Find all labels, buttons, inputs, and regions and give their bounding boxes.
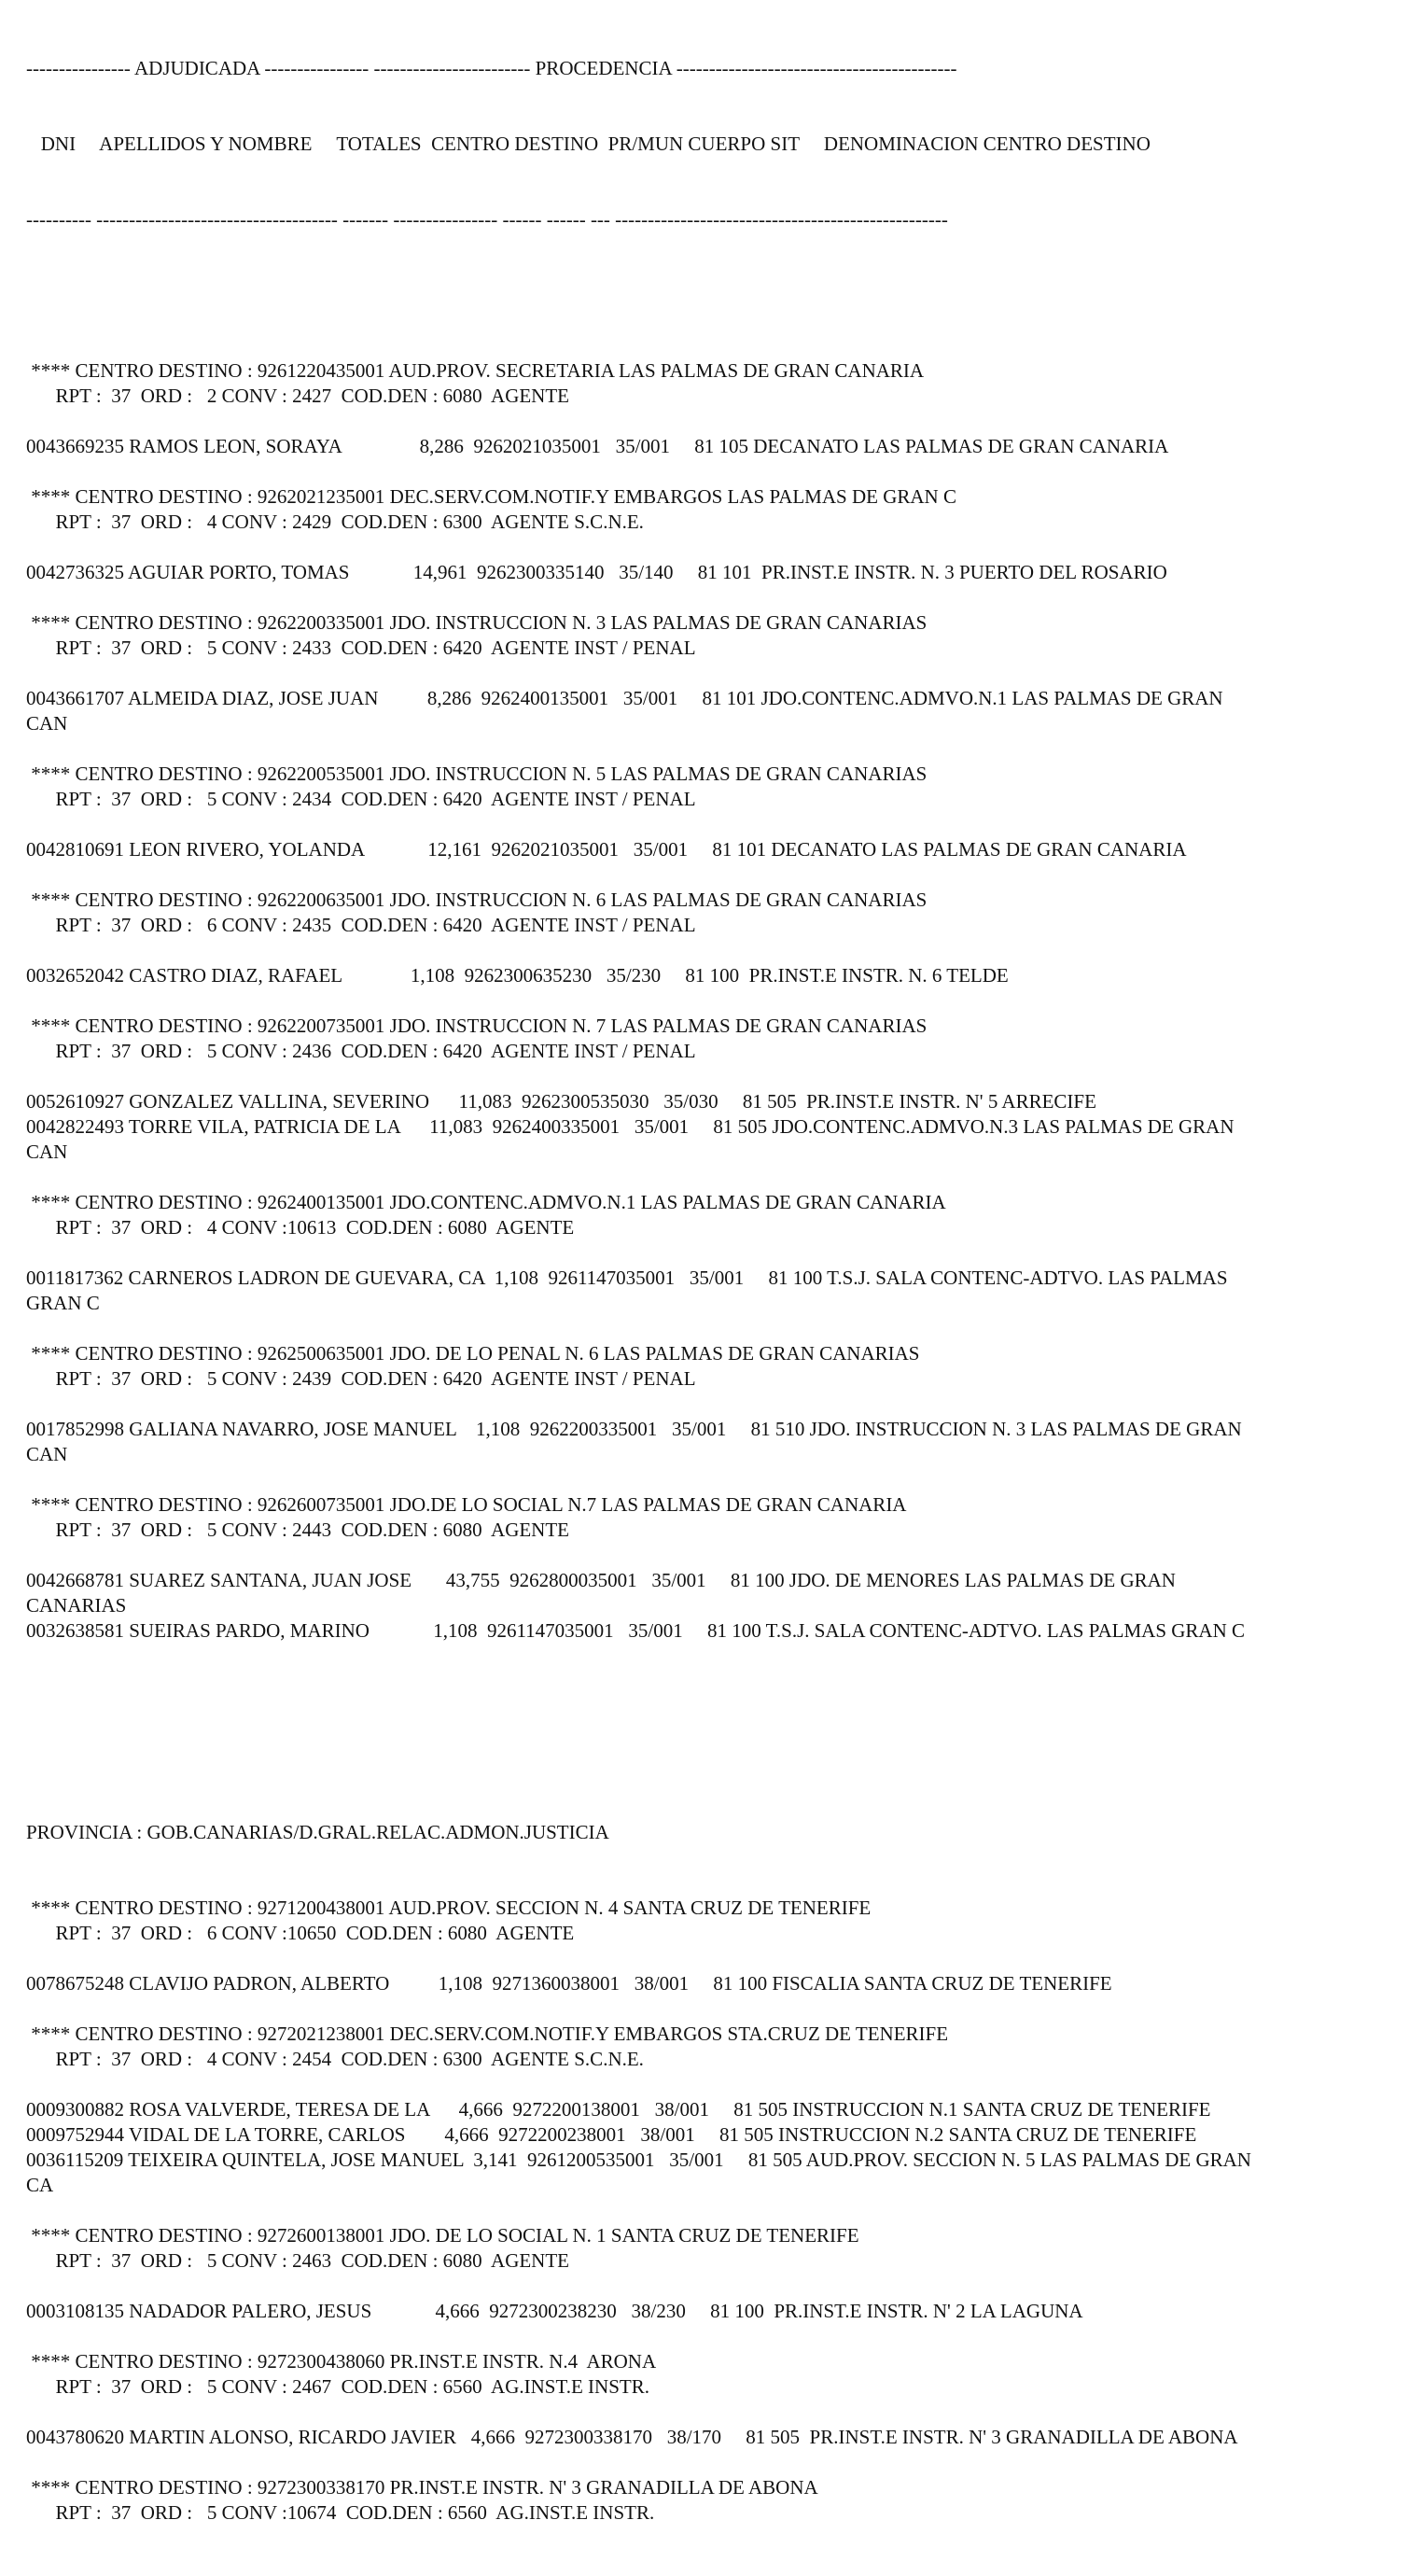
centro-destino-line: **** CENTRO DESTINO : 9262600735001 JDO.DE LO SOCIAL N.7 LAS PALMAS DE GRAN CANARIA: [26, 1493, 907, 1516]
rpt-line: RPT : 37 ORD : 4 CONV : 2429 COD.DEN : 6300 AGENTE S.C.N.E.: [26, 511, 644, 533]
rpt-line: RPT : 37 ORD : 4 CONV :10613 COD.DEN : 6080 AGENTE: [26, 1216, 575, 1239]
centro-block: [26, 2475, 1398, 2551]
centro-block: [26, 2223, 1398, 2349]
centro-destino-line: **** CENTRO DESTINO : 9262500635001 JDO. DE LO PENAL N. 6 LAS PALMAS DE GRAN CANARIAS: [26, 1342, 920, 1365]
record-row: 0043780620 MARTIN ALONSO, RICARDO JAVIER 4,666 9272300338170 38/170 81 505 PR.INST.E INSTR. N' 3 GRANADILLA DE ABONA: [26, 2426, 1238, 2448]
centro-destino-line: **** CENTRO DESTINO : 9272600138001 JDO. DE LO SOCIAL N. 1 SANTA CRUZ DE TENERIFE: [26, 2224, 859, 2247]
document: [26, 6, 1398, 2576]
rpt-line: RPT : 37 ORD : 5 CONV :10674 COD.DEN : 6560 AG.INST.E INSTR.: [26, 2501, 655, 2524]
centro-destino-line: **** CENTRO DESTINO : 9272300338170 PR.INST.E INSTR. N' 3 GRANADILLA DE ABONA: [26, 2476, 818, 2499]
centro-destino-line: **** CENTRO DESTINO : 9262021235001 DEC.SERV.COM.NOTIF.Y EMBARGOS LAS PALMAS DE GRAN C: [26, 485, 956, 508]
centro-block: [26, 2349, 1398, 2475]
centro-block: [26, 1190, 1398, 1341]
centro-block: [26, 610, 1398, 762]
record-row: 0009752944 VIDAL DE LA TORRE, CARLOS 4,666 9272200238001 38/001 81 505 INSTRUCCION N.2 SANTA CRUZ DE TENERIFE: [26, 2123, 1197, 2146]
centro-block: [26, 1014, 1398, 1190]
record-row: 0032638581 SUEIRAS PARDO, MARINO 1,108 9261147035001 35/001 81 100 T.S.J. SALA CONTENC-ADTVO. LAS PALMAS GRAN C: [26, 1619, 1246, 1642]
provincia-line: PROVINCIA : GOB.CANARIAS/D.GRAL.RELAC.ADMON.JUSTICIA: [26, 1821, 609, 1843]
centro-destino-line: **** CENTRO DESTINO : 9262400135001 JDO.CONTENC.ADMVO.N.1 LAS PALMAS DE GRAN CANARIA: [26, 1191, 946, 1213]
header-columns: DNI APELLIDOS Y NOMBRE TOTALES CENTRO DESTINO PR/MUN CUERPO SIT DENOMINACION CENTRO DESTINO: [26, 133, 1151, 155]
record-row: 0043661707 ALMEIDA DIAZ, JOSE JUAN 8,286 9262400135001 35/001 81 101 JDO.CONTENC.ADMVO.N.1 LAS PALMAS DE GRAN: [26, 687, 1223, 709]
record-row: 0042810691 LEON RIVERO, YOLANDA 12,161 9262021035001 35/001 81 101 DECANATO LAS PALMAS DE GRAN CANARIA: [26, 838, 1187, 861]
record-row: 0043669235 RAMOS LEON, SORAYA 8,286 9262021035001 35/001 81 105 DECANATO LAS PALMAS DE GRAN CANARIA: [26, 435, 1169, 457]
centro-destino-line: **** CENTRO DESTINO : 9262200635001 JDO. INSTRUCCION N. 6 LAS PALMAS DE GRAN CANARIAS: [26, 889, 928, 911]
record-row: CA: [26, 2174, 54, 2196]
record-row: CAN: [26, 1141, 68, 1163]
destination-blocks: [26, 358, 1398, 1669]
rpt-line: RPT : 37 ORD : 5 CONV : 2467 COD.DEN : 6560 AG.INST.E INSTR.: [26, 2375, 649, 2398]
record-row: 0042822493 TORRE VILA, PATRICIA DE LA 11,083 9262400335001 35/001 81 505 JDO.CONTENC.ADMVO.N.3 LAS PALMAS DE GRAN: [26, 1115, 1235, 1138]
record-row: 0078675248 CLAVIJO PADRON, ALBERTO 1,108 9271360038001 38/001 81 100 FISCALIA SANTA CRUZ DE TENERIFE: [26, 1972, 1112, 1995]
rpt-line: RPT : 37 ORD : 5 CONV : 2433 COD.DEN : 6420 AGENTE INST / PENAL: [26, 637, 696, 659]
rpt-line: RPT : 37 ORD : 6 CONV : 2435 COD.DEN : 6420 AGENTE INST / PENAL: [26, 914, 696, 936]
record-row: 0036115209 TEIXEIRA QUINTELA, JOSE MANUEL 3,141 9261200535001 35/001 81 505 AUD.PROV. SECCION N. 5 LAS PALMAS DE GRAN: [26, 2149, 1251, 2171]
centro-block: [26, 1341, 1398, 1492]
rpt-line: RPT : 37 ORD : 4 CONV : 2454 COD.DEN : 6300 AGENTE S.C.N.E.: [26, 2048, 644, 2070]
destination-blocks-2: [26, 1896, 1398, 2551]
rpt-line: RPT : 37 ORD : 5 CONV : 2434 COD.DEN : 6420 AGENTE INST / PENAL: [26, 788, 696, 810]
record-row: CAN: [26, 712, 68, 735]
record-row: GRAN C: [26, 1292, 100, 1314]
header-rule-2: ---------- ------------------------------------- ------- ---------------- ------ ------ --- ---------------------------------------------------: [26, 208, 948, 231]
rpt-line: RPT : 37 ORD : 5 CONV : 2463 COD.DEN : 6080 AGENTE: [26, 2249, 570, 2272]
centro-destino-line: **** CENTRO DESTINO : 9262200535001 JDO. INSTRUCCION N. 5 LAS PALMAS DE GRAN CANARIAS: [26, 763, 928, 785]
centro-destino-line: **** CENTRO DESTINO : 9262200735001 JDO. INSTRUCCION N. 7 LAS PALMAS DE GRAN CANARIAS: [26, 1015, 928, 1037]
centro-block: [26, 1492, 1398, 1669]
record-row: CANARIAS: [26, 1594, 127, 1617]
record-row: 0011817362 CARNEROS LADRON DE GUEVARA, CA 1,108 9261147035001 35/001 81 100 T.S.J. SALA CONTENC-ADTVO. LAS PALMAS: [26, 1267, 1228, 1289]
record-row: 0003108135 NADADOR PALERO, JESUS 4,666 9272300238230 38/230 81 100 PR.INST.E INSTR. N' 2 LA LAGUNA: [26, 2300, 1083, 2322]
centro-block: [26, 888, 1398, 1014]
header-rule: ---------------- ADJUDICADA ---------------- ------------------------ PROCEDENCIA -------------------------------------------: [26, 57, 957, 79]
record-row: 0042668781 SUAREZ SANTANA, JUAN JOSE 43,755 9262800035001 35/001 81 100 JDO. DE MENORES LAS PALMAS DE GRAN: [26, 1569, 1176, 1591]
centro-destino-line: **** CENTRO DESTINO : 9262200335001 JDO. INSTRUCCION N. 3 LAS PALMAS DE GRAN CANARIAS: [26, 611, 928, 634]
rpt-line: RPT : 37 ORD : 6 CONV :10650 COD.DEN : 6080 AGENTE: [26, 1922, 575, 1944]
centro-block: [26, 484, 1398, 610]
record-row: 0009300882 ROSA VALVERDE, TERESA DE LA 4,666 9272200138001 38/001 81 505 INSTRUCCION N.1 SANTA CRUZ DE TENERIFE: [26, 2098, 1211, 2121]
record-row: 0032652042 CASTRO DIAZ, RAFAEL 1,108 9262300635230 35/230 81 100 PR.INST.E INSTR. N. 6 TELDE: [26, 964, 1009, 987]
centro-destino-line: **** CENTRO DESTINO : 9271200438001 AUD.PROV. SECCION N. 4 SANTA CRUZ DE TENERIFE: [26, 1897, 872, 1919]
record-row: 0042736325 AGUIAR PORTO, TOMAS 14,961 9262300335140 35/140 81 101 PR.INST.E INSTR. N. 3 PUERTO DEL ROSARIO: [26, 561, 1167, 583]
centro-destino-line: **** CENTRO DESTINO : 9272021238001 DEC.SERV.COM.NOTIF.Y EMBARGOS STA.CRUZ DE TENERIFE: [26, 2023, 949, 2045]
rpt-line: RPT : 37 ORD : 5 CONV : 2436 COD.DEN : 6420 AGENTE INST / PENAL: [26, 1040, 696, 1062]
rpt-line: RPT : 37 ORD : 5 CONV : 2439 COD.DEN : 6420 AGENTE INST / PENAL: [26, 1367, 696, 1390]
record-row: CAN: [26, 1443, 68, 1465]
rpt-line: RPT : 37 ORD : 2 CONV : 2427 COD.DEN : 6080 AGENTE: [26, 385, 570, 407]
centro-block: [26, 358, 1398, 484]
rpt-line: RPT : 37 ORD : 5 CONV : 2443 COD.DEN : 6080 AGENTE: [26, 1519, 570, 1541]
centro-destino-line: **** CENTRO DESTINO : 9272300438060 PR.INST.E INSTR. N.4 ARONA: [26, 2350, 657, 2373]
record-row: 0052610927 GONZALEZ VALLINA, SEVERINO 11,083 9262300535030 35/030 81 505 PR.INST.E INSTR. N' 5 ARRECIFE: [26, 1090, 1096, 1113]
centro-destino-line: **** CENTRO DESTINO : 9261220435001 AUD.PROV. SECRETARIA LAS PALMAS DE GRAN CANARIA: [26, 359, 925, 382]
centro-block: [26, 2022, 1398, 2223]
centro-block: [26, 762, 1398, 888]
centro-block: [26, 1896, 1398, 2022]
record-row: 0017852998 GALIANA NAVARRO, JOSE MANUEL 1,108 9262200335001 35/001 81 510 JDO. INSTRUCCION N. 3 LAS PALMAS DE GRAN: [26, 1418, 1242, 1440]
